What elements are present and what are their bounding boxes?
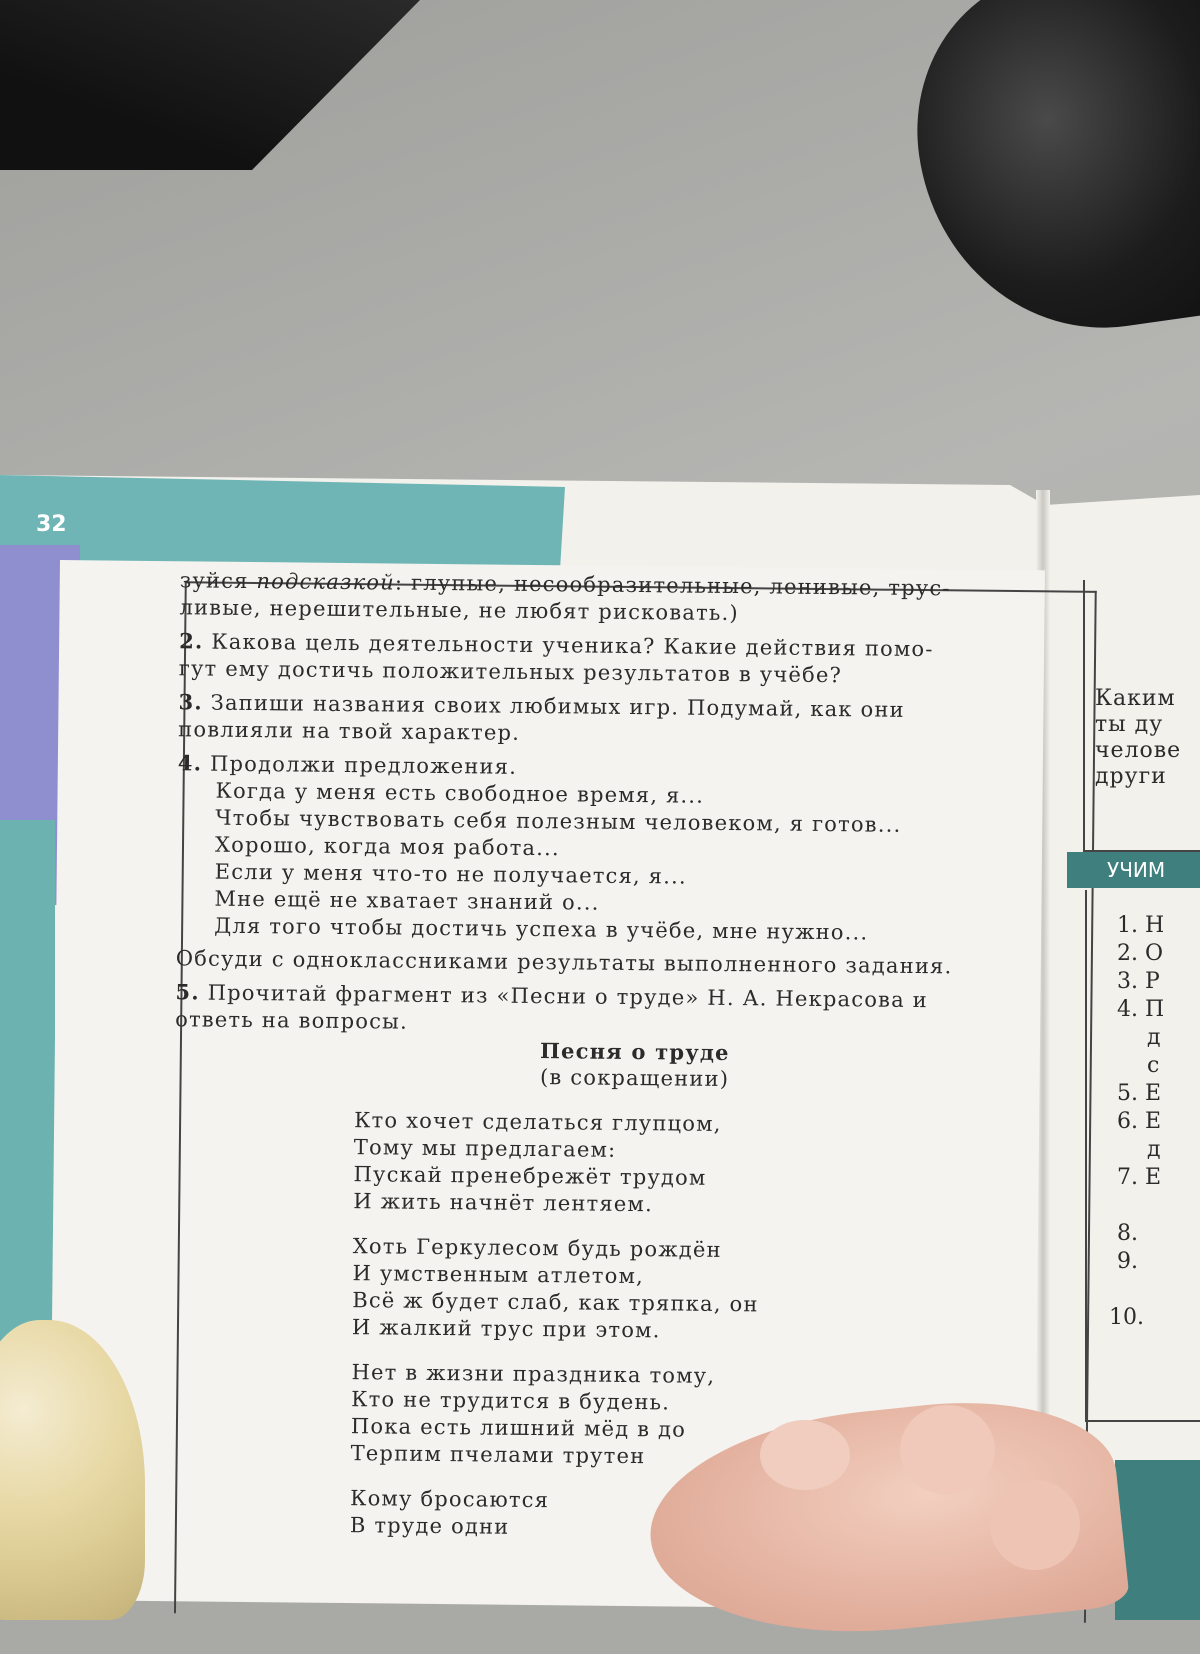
poem-line: Кто не трудится в будень. [351,1387,671,1415]
finger [760,1420,850,1490]
poem-line: И умственным атлетом, [352,1261,645,1289]
task-3-line-2: повлияли на твой характер. [178,717,521,745]
right-page-teal-block [1115,1460,1200,1620]
poem-line: И жалкий трус при этом. [351,1315,661,1343]
hint-word: подсказкой [256,569,396,595]
poem-line: Хоть Геркулесом будь рождён [352,1234,722,1262]
poem-line: Нет в жизни праздника тому, [351,1360,716,1388]
poem-stanza-1 [173,1105,1094,1223]
poem-line: Кто хочет сделаться глупцом, [354,1108,722,1136]
task-2-line-2: гут ему достичь положительных результатов в учёбе? [178,656,843,688]
side-teal-band [0,820,55,1380]
top-line-1: зуйся подсказкой: глупые, несообразительные, ленивые, трус- [179,568,951,601]
header-teal-band [0,475,565,570]
task-5: 5. Прочитай фрагмент из «Песни о труде» Н. А. Некрасова и [175,979,929,1013]
right-page-list: 1. Н 2. О 3. Р 4. П д с 5. Е 6. Е д 7. Е 8. 9. 10. [1109,913,1165,1330]
task-4-item: Чтобы чувствовать себя полезным человеком, я готов... [215,805,902,837]
task-2: 2. Какова цель деятельности ученика? Какие действия помо- [179,628,934,662]
task-4-discuss: Обсуди с одноклассниками результаты выполненного задания. [175,946,953,979]
poem-line: Тому мы предлагаем: [353,1135,617,1162]
poem-line: Всё ж будет слаб, как тряпка, он [352,1288,759,1317]
poem-line: В труде одни [349,1513,510,1539]
right-page-text: Каким ты ду челове други [1095,686,1182,789]
poem-stanza-2 [172,1231,1093,1349]
poem-line: Пока есть лишний мёд в до [350,1414,687,1442]
poem-title: Песня о труде [539,1038,730,1066]
finger [990,1480,1080,1570]
task-4: 4. Продолжи предложения. [177,750,518,779]
task-3: 3. Запиши названия своих любимых игр. Подумай, как они [178,689,905,722]
finger [900,1405,995,1495]
top-line-2: ливые, нерешительные, не любят рисковать.) [179,595,739,626]
poem-line: И жить начнёт лентяем. [353,1189,654,1217]
page-content [170,567,1100,1547]
poem-line: Терпим пчелами трутен [350,1441,646,1469]
poem-line: Пускай пренебрежёт трудом [353,1162,707,1190]
task-5-line-2: ответь на вопросы. [175,1007,409,1034]
task-4-item: Для того чтобы достичь успеха в учёбе, мне нужно... [214,913,869,945]
task-4-item: Если у меня что-то не получается, я... [214,859,687,889]
poem-line: Кому бросаются [350,1486,550,1513]
task-4-item: Мне ещё не хватает знаний о... [214,886,600,915]
task-4-item: Хорошо, когда моя работа... [214,832,560,861]
task-4-item: Когда у меня есть свободное время, я... [215,778,705,808]
poem-subtitle: (в сокращении) [539,1065,730,1092]
page-number: 32 [36,512,67,537]
right-page-banner: УЧИМ [1067,852,1200,888]
